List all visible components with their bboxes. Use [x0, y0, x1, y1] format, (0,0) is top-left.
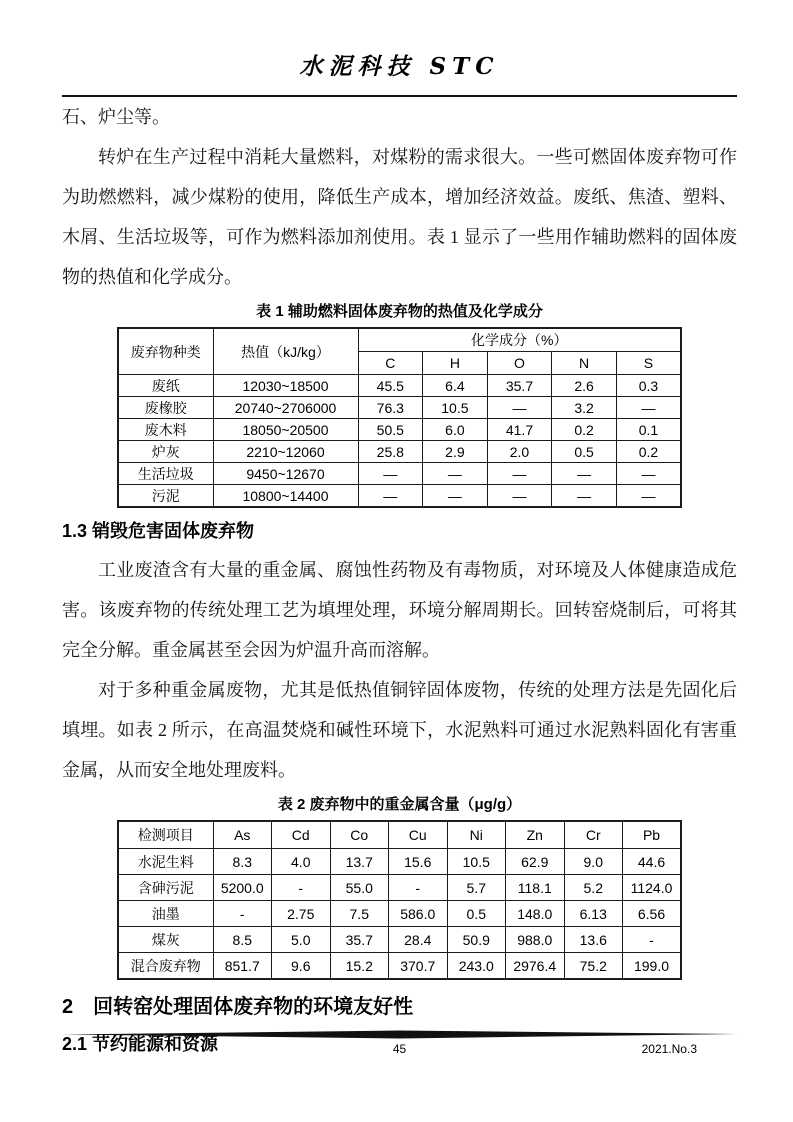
- table-row: [118, 485, 681, 508]
- table-cell: 2210~12060: [213, 441, 358, 463]
- table-cell: 15.2: [330, 953, 389, 980]
- table-cell: —: [616, 397, 681, 419]
- table-cell: 2.6: [552, 375, 617, 397]
- issue-label: 2021.No.3: [641, 1042, 697, 1056]
- table-cell: 2.75: [272, 901, 331, 927]
- table-cell: 污泥: [118, 485, 213, 508]
- table-cell: 含砷污泥: [118, 875, 213, 901]
- table-cell: -: [213, 901, 272, 927]
- table-cell: 炉灰: [118, 441, 213, 463]
- table-cell: 9.6: [272, 953, 331, 980]
- table-cell: 1124.0: [623, 875, 682, 901]
- table1-header-element-s: S: [616, 352, 681, 375]
- table-cell: 5.2: [564, 875, 623, 901]
- page-number: 45: [392, 1042, 407, 1056]
- table-row: [118, 441, 681, 463]
- table2-heavy-metals: [117, 820, 682, 980]
- paragraph-hazard-1: 工业废渣含有大量的重金属、腐蚀性药物及有毒物质，对环境及人体健康造成危害。该废弃物的传统处理工艺为填埋处理，环境分解周期长。回转窑烧制后，可将其完全分解。重金属甚至会因为炉温升高而溶解。: [62, 560, 737, 660]
- table-cell: 油墨: [118, 901, 213, 927]
- table-cell: 5.7: [447, 875, 506, 901]
- table-cell: —: [487, 397, 552, 419]
- table-cell: 0.3: [616, 375, 681, 397]
- table-cell: —: [616, 463, 681, 485]
- table2-header-pb: Pb: [623, 821, 682, 849]
- table-cell: —: [423, 485, 488, 508]
- table-cell: 废纸: [118, 375, 213, 397]
- table-cell: 62.9: [506, 849, 565, 875]
- table-cell: —: [423, 463, 488, 485]
- table2-header-ni: Ni: [447, 821, 506, 849]
- footer-row: [62, 1040, 737, 1058]
- table-cell: 76.3: [358, 397, 423, 419]
- table-cell: 生活垃圾: [118, 463, 213, 485]
- paragraph-fuel: 转炉在生产过程中消耗大量燃料，对煤粉的需求很大。一些可燃固体废弃物可作为助燃燃料，减少煤粉的使用，降低生产成本，增加经济效益。废纸、焦渣、塑料、木屑、生活垃圾等，可作为燃料添加剂使用。表 1 显示了一些用作辅助燃料的固体废物的热值和化学成分。: [62, 147, 737, 287]
- table1-header-element-n: N: [552, 352, 617, 375]
- table-cell: 10800~14400: [213, 485, 358, 508]
- table-cell: 851.7: [213, 953, 272, 980]
- table-cell: 3.2: [552, 397, 617, 419]
- table-row: [118, 419, 681, 441]
- table-row: [118, 849, 681, 875]
- table-row: [118, 953, 681, 980]
- table-cell: —: [358, 485, 423, 508]
- table-cell: —: [616, 485, 681, 508]
- table1-header-heat-value: 热值（kJ/kg）: [213, 328, 358, 375]
- table2-header-cu: Cu: [389, 821, 448, 849]
- table-cell: 586.0: [389, 901, 448, 927]
- table-cell: 118.1: [506, 875, 565, 901]
- table2-header-cr: Cr: [564, 821, 623, 849]
- table-cell: 水泥生料: [118, 849, 213, 875]
- table-cell: 9450~12670: [213, 463, 358, 485]
- table-cell: 55.0: [330, 875, 389, 901]
- table-cell: 混合废弃物: [118, 953, 213, 980]
- table-cell: 50.5: [358, 419, 423, 441]
- body-text: [62, 97, 737, 297]
- table-cell: 45.5: [358, 375, 423, 397]
- table-row: [118, 397, 681, 419]
- table-cell: 2.9: [423, 441, 488, 463]
- table-cell: 10.5: [447, 849, 506, 875]
- table-cell: —: [358, 463, 423, 485]
- table-cell: —: [487, 485, 552, 508]
- table-row: [118, 927, 681, 953]
- table-cell: 41.7: [487, 419, 552, 441]
- table-cell: 25.8: [358, 441, 423, 463]
- table-cell: 9.0: [564, 849, 623, 875]
- table-cell: 6.56: [623, 901, 682, 927]
- table1-header-waste-type: 废弃物种类: [118, 328, 213, 375]
- table-cell: -: [272, 875, 331, 901]
- table-cell: 15.6: [389, 849, 448, 875]
- table-row: [118, 375, 681, 397]
- table-cell: 44.6: [623, 849, 682, 875]
- table2-header-cd: Cd: [272, 821, 331, 849]
- table-cell: 13.6: [564, 927, 623, 953]
- table-row: [118, 901, 681, 927]
- table-cell: 0.5: [552, 441, 617, 463]
- table-cell: 50.9: [447, 927, 506, 953]
- table2-header-zn: Zn: [506, 821, 565, 849]
- table-cell: 75.2: [564, 953, 623, 980]
- table-cell: 28.4: [389, 927, 448, 953]
- table-cell: 148.0: [506, 901, 565, 927]
- table-cell: -: [389, 875, 448, 901]
- table-cell: 6.4: [423, 375, 488, 397]
- table1-header-element-h: H: [423, 352, 488, 375]
- table-cell: 废橡胶: [118, 397, 213, 419]
- table-cell: -: [623, 927, 682, 953]
- table-cell: 35.7: [330, 927, 389, 953]
- table-cell: 8.3: [213, 849, 272, 875]
- journal-header: [62, 0, 737, 97]
- section-heading-1-3: 1.3 销毁危害固体废弃物: [62, 521, 255, 541]
- table-cell: 0.2: [616, 441, 681, 463]
- table1-header-chemical: 化学成分（%）: [358, 328, 681, 352]
- table-cell: 35.7: [487, 375, 552, 397]
- table2-header-co: Co: [330, 821, 389, 849]
- table-cell: 4.0: [272, 849, 331, 875]
- table-cell: 8.5: [213, 927, 272, 953]
- paragraph-continuation: 石、炉尘等。: [62, 107, 170, 127]
- table-cell: 12030~18500: [213, 375, 358, 397]
- table-cell: —: [552, 485, 617, 508]
- table-cell: 5.0: [272, 927, 331, 953]
- table-cell: 2.0: [487, 441, 552, 463]
- table-cell: 988.0: [506, 927, 565, 953]
- table1-fuel-properties: [117, 327, 682, 508]
- table-cell: 0.1: [616, 419, 681, 441]
- section-heading-2: 2 回转窑处理固体废弃物的环境友好性: [62, 996, 414, 1018]
- table-row: [118, 463, 681, 485]
- table2-header-row: [118, 821, 681, 849]
- table-row: [118, 875, 681, 901]
- table-cell: 13.7: [330, 849, 389, 875]
- journal-title: 水泥科技 STC: [299, 53, 500, 80]
- table-cell: 煤灰: [118, 927, 213, 953]
- table2-header-as: As: [213, 821, 272, 849]
- table-cell: —: [552, 463, 617, 485]
- table1-header-element-o: O: [487, 352, 552, 375]
- table-cell: 243.0: [447, 953, 506, 980]
- table1-caption: 表 1 辅助燃料固体废弃物的热值及化学成分: [256, 303, 543, 320]
- table1-header-element-c: C: [358, 352, 423, 375]
- page-footer: [62, 1030, 737, 1058]
- table1-header-row-1: [118, 328, 681, 352]
- table-cell: 370.7: [389, 953, 448, 980]
- table-cell: 废木料: [118, 419, 213, 441]
- table-cell: 10.5: [423, 397, 488, 419]
- body-text-section-1-3: [62, 550, 737, 790]
- table-cell: 6.13: [564, 901, 623, 927]
- table-cell: 20740~2706000: [213, 397, 358, 419]
- table-cell: 199.0: [623, 953, 682, 980]
- table2-header-item: 检测项目: [118, 821, 213, 849]
- table-cell: 18050~20500: [213, 419, 358, 441]
- table-cell: 6.0: [423, 419, 488, 441]
- table-cell: —: [487, 463, 552, 485]
- table-cell: 7.5: [330, 901, 389, 927]
- table-cell: 5200.0: [213, 875, 272, 901]
- table-cell: 0.2: [552, 419, 617, 441]
- footer-ornament-line: [62, 1030, 737, 1039]
- table-cell: 0.5: [447, 901, 506, 927]
- table-cell: 2976.4: [506, 953, 565, 980]
- table2-caption: 表 2 废弃物中的重金属含量（μg/g）: [277, 796, 522, 813]
- paragraph-hazard-2: 对于多种重金属废物，尤其是低热值铜锌固体废物，传统的处理方法是先固化后填埋。如表 2 所示，在高温焚烧和碱性环境下，水泥熟料可通过水泥熟料固化有害重金属，从而安全地处理废料。: [62, 680, 737, 780]
- section-heading-2-1: 2.1 节约能源和资源: [62, 1034, 219, 1054]
